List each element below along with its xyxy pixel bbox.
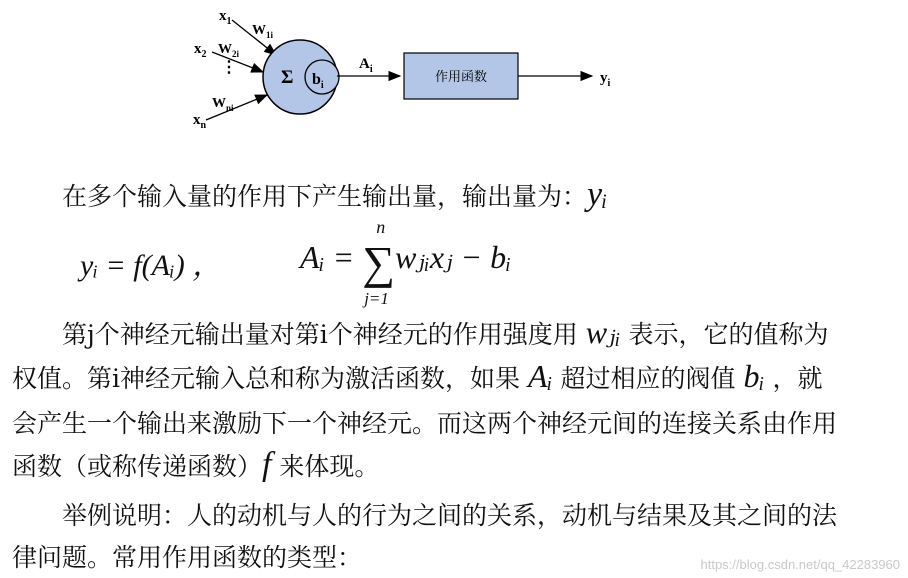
sum-top: n xyxy=(376,217,386,237)
weight-label-n: $W_{ni}$ xyxy=(212,96,234,113)
bias-label: $b_i$ xyxy=(312,71,324,91)
para2-text-c: ，就 xyxy=(764,364,823,393)
input-label-2: $x_2$ xyxy=(194,41,207,60)
formula-rhs: wⱼᵢxⱼ − bᵢ xyxy=(395,239,512,275)
neuron-diagram xyxy=(0,0,908,140)
sum-bottom: j=1 xyxy=(364,289,389,308)
para2-var2: bᵢ xyxy=(743,358,765,394)
para1-text-a: 第j个神经元输出量对第i个神经元的作用强度用 xyxy=(62,320,586,349)
formula-right xyxy=(300,217,512,308)
function-box-label: 作用函数 xyxy=(434,70,488,85)
para-line-1 xyxy=(62,313,829,351)
activation-label: $A_i$ xyxy=(359,56,373,75)
weight-label-1: $W_{1i}$ xyxy=(252,23,274,40)
input-label-1: $x_1$ xyxy=(219,8,232,27)
para2-text-b: 超过相应的阀值 xyxy=(552,364,744,393)
sum-symbol: Σ xyxy=(281,67,294,88)
para4-text-b: 来体现。 xyxy=(271,452,380,481)
output-label: $y_i$ xyxy=(600,70,611,89)
para-line-5: 举例说明：人的动机与人的行为之间的关系，动机与结果及其之间的法 xyxy=(62,501,838,530)
para2-var1: Aᵢ xyxy=(527,358,553,394)
intro-var: yᵢ xyxy=(587,176,608,213)
formula-sum xyxy=(362,217,395,308)
weight-label-2: $W_{2i}$ xyxy=(218,42,240,59)
para-line-6: 律问题。常用作用函数的类型： xyxy=(12,543,363,572)
para4-var: f xyxy=(262,446,272,483)
para2-text-a: 权值。第i神经元输入总和称为激活函数，如果 xyxy=(12,364,528,393)
watermark: https://blog.csdn.net/qq_42283960 xyxy=(700,557,900,572)
intro-line xyxy=(62,176,608,214)
formula-left: yᵢ = f(Aᵢ) ， xyxy=(80,249,223,282)
para-line-2 xyxy=(12,358,822,395)
para-line-4 xyxy=(12,446,379,484)
para1-var: wⱼᵢ xyxy=(585,314,621,350)
para4-text-a: 函数（或称传递函数） xyxy=(12,452,263,481)
sum-sign: ∑ xyxy=(362,237,395,288)
para-line-3: 会产生一个输出来激励下一个神经元。而这两个神经元间的连接关系由作用 xyxy=(12,409,838,438)
intro-text: 在多个输入量的作用下产生输出量，输出量为： xyxy=(62,182,588,211)
para1-text-b: 表示，它的值称为 xyxy=(620,320,829,349)
ellipsis-dots: ⋮ xyxy=(221,59,237,76)
formula-lhs: Aᵢ = xyxy=(300,239,363,275)
input-label-n: $x_n$ xyxy=(193,112,207,131)
